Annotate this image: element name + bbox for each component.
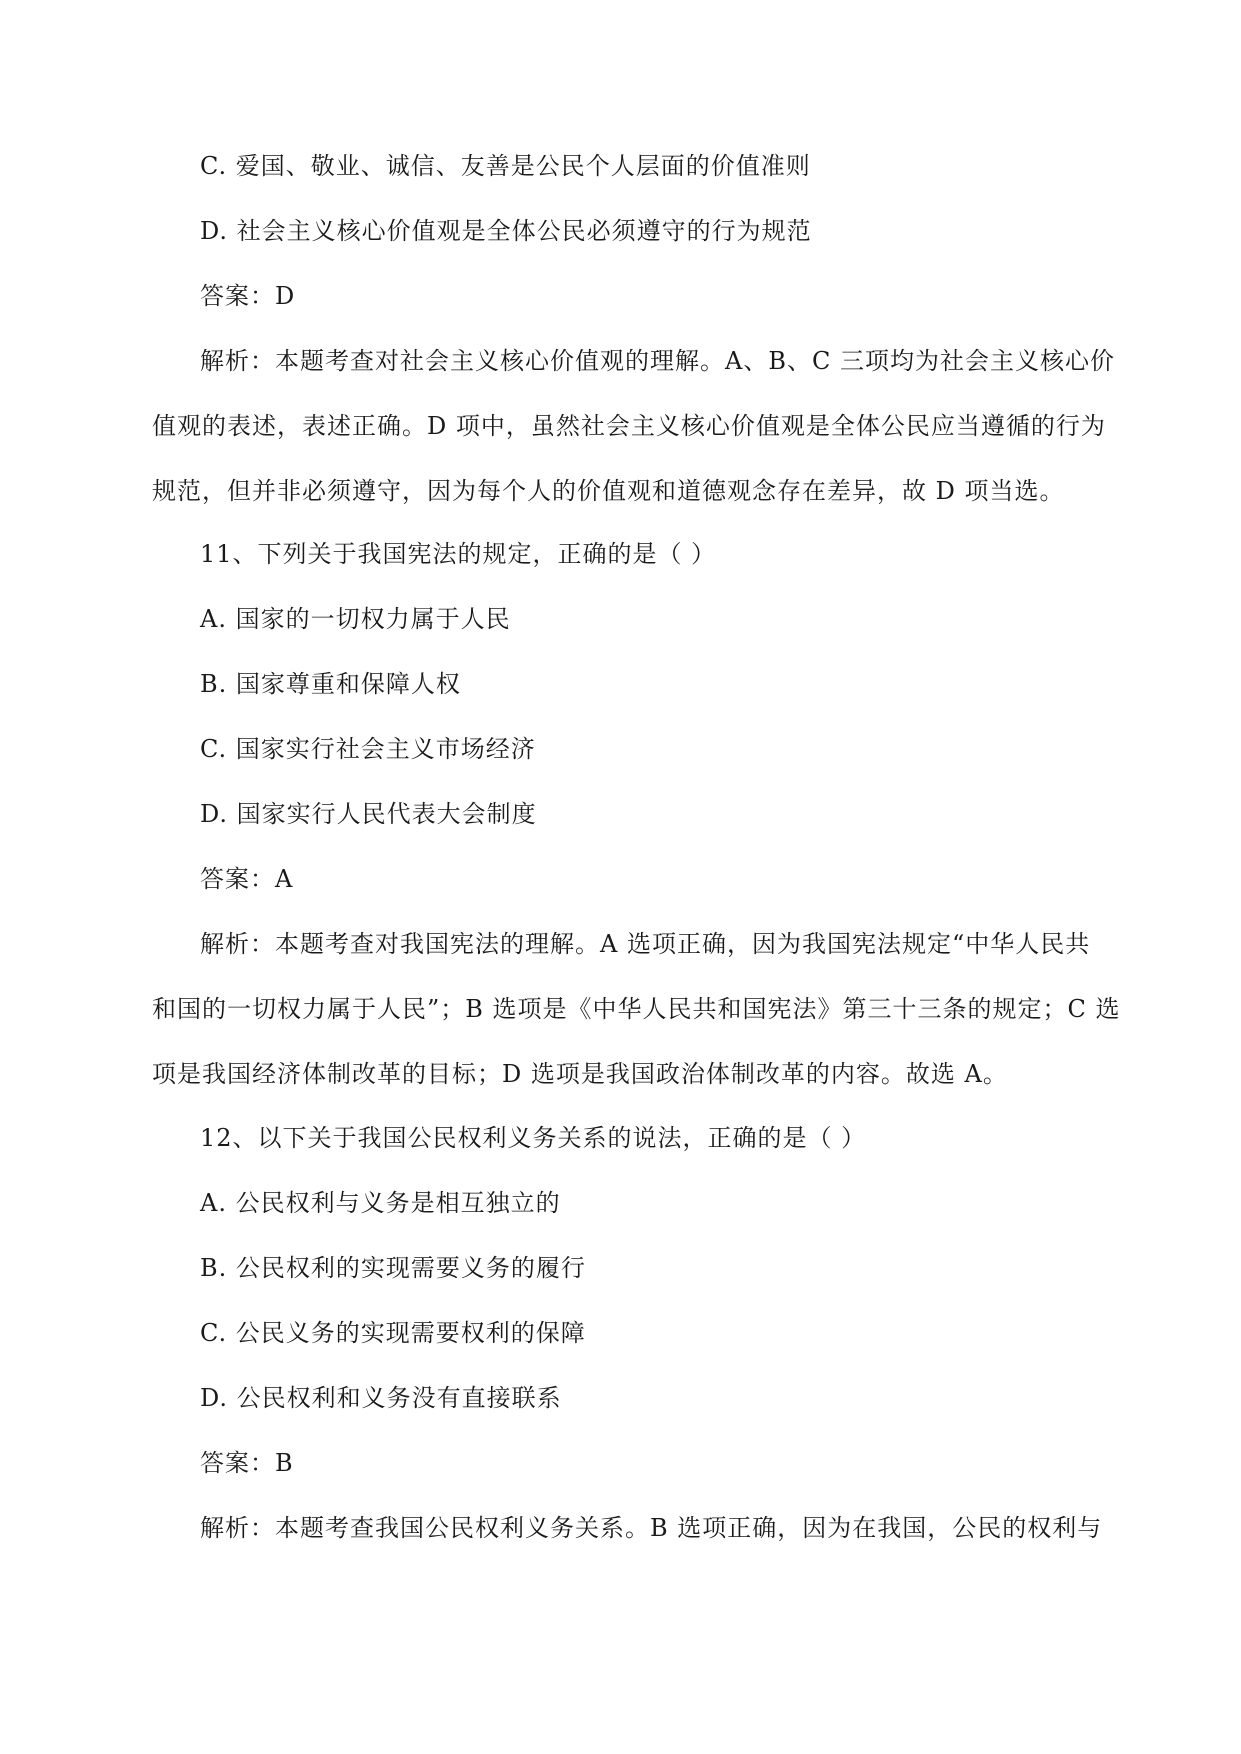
analysis-q10-line1: 解析：本题考查对社会主义核心价值观的理解。A、B、C 三项均为社会主义核心价 [200, 347, 1115, 375]
analysis-q10-line3: 规范，但并非必须遵守，因为每个人的价值观和道德观念存在差异，故 D 项当选。 [152, 477, 1065, 505]
analysis-q11-line1: 解析：本题考查对我国宪法的理解。A 选项正确，因为我国宪法规定“中华人民共 [200, 930, 1091, 958]
answer-q11: 答案：A [200, 865, 294, 893]
option-d-q11: D. 国家实行人民代表大会制度 [200, 800, 537, 828]
analysis-q12-line1: 解析：本题考查我国公民权利义务关系。B 选项正确，因为在我国，公民的权利与 [200, 1514, 1103, 1542]
option-a-q11: A. 国家的一切权力属于人民 [200, 605, 511, 633]
question-12: 12、以下关于我国公民权利义务关系的说法，正确的是（ ） [200, 1124, 867, 1152]
option-b-q11: B. 国家尊重和保障人权 [200, 670, 461, 698]
analysis-q11-line2: 和国的一切权力属于人民”；B 选项是《中华人民共和国宪法》第三十三条的规定；C 选 [152, 995, 1121, 1023]
analysis-q11-line3: 项是我国经济体制改革的目标；D 选项是我国政治体制改革的内容。故选 A。 [152, 1060, 1008, 1088]
answer-q10: 答案：D [200, 282, 296, 310]
analysis-q10-line2: 值观的表述，表述正确。D 项中，虽然社会主义核心价值观是全体公民应当遵循的行为 [152, 412, 1106, 440]
option-d-q12: D. 公民权利和义务没有直接联系 [200, 1384, 562, 1412]
question-11: 11、下列关于我国宪法的规定，正确的是（ ） [200, 540, 717, 568]
option-b-q12: B. 公民权利的实现需要义务的履行 [200, 1254, 586, 1282]
option-c-q11: C. 国家实行社会主义市场经济 [200, 735, 536, 763]
option-c-q12: C. 公民义务的实现需要权利的保障 [200, 1319, 586, 1347]
option-a-q12: A. 公民权利与义务是相互独立的 [200, 1189, 561, 1217]
answer-q12: 答案：B [200, 1449, 294, 1477]
option-c-q10: C. 爱国、敬业、诚信、友善是公民个人层面的价值准则 [200, 152, 811, 180]
option-d-q10: D. 社会主义核心价值观是全体公民必须遵守的行为规范 [200, 217, 812, 245]
